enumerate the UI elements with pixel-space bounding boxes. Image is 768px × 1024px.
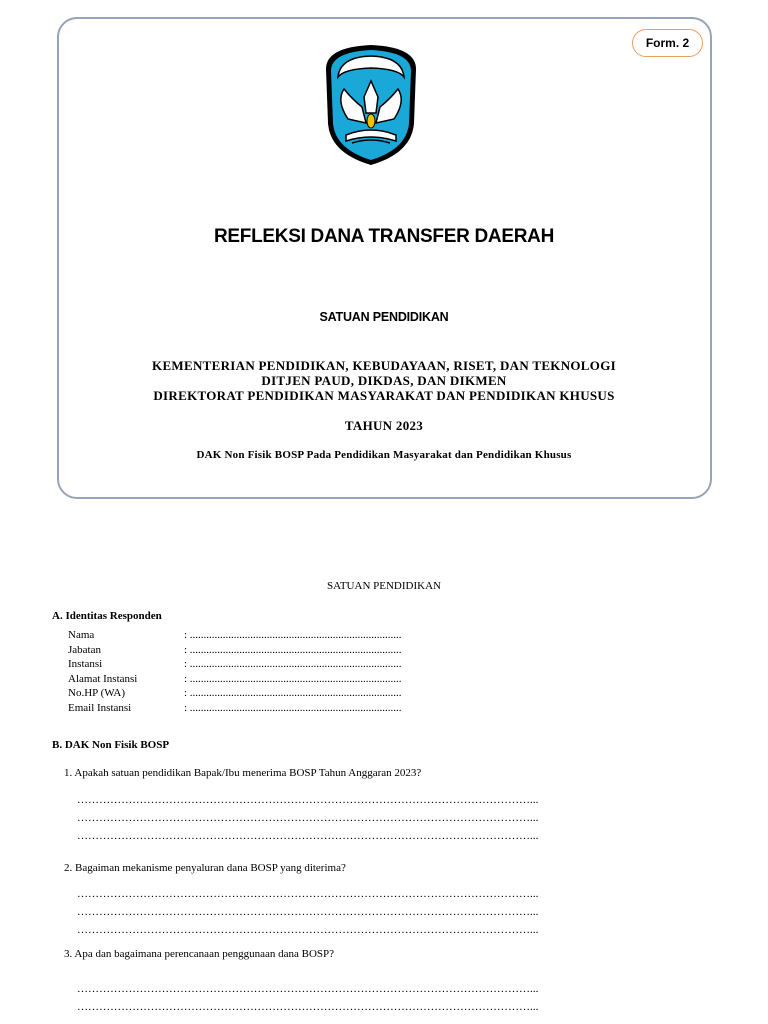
answer-line[interactable]: ……………………………………………………………………………………………………………... [77,924,539,936]
question-2: 2. Bagaiman mekanisme penyaluran dana BOSP yang diterima? [64,862,346,874]
section-b-heading: B. DAK Non Fisik BOSP [52,739,170,751]
field-value[interactable]: : ............................................................................. [184,687,402,699]
answer-line[interactable]: ……………………………………………………………………………………………………………... [77,906,539,918]
field-label: Instansi [68,658,103,670]
field-label: Jabatan [68,643,101,656]
answer-line[interactable]: ……………………………………………………………………………………………………………... [77,1001,539,1013]
field-label: Email Instansi [68,701,132,714]
answer-line[interactable]: ……………………………………………………………………………………………………………... [77,888,539,900]
field-value[interactable]: : ............................................................................. [184,658,402,670]
field-value[interactable]: : ............................................................................. [184,643,402,656]
answer-line[interactable]: ……………………………………………………………………………………………………………... [77,830,539,842]
ministry-block [0,358,768,403]
field-label: No.HP (WA) [68,687,126,699]
form-section-title: SATUAN PENDIDIKAN [327,580,441,592]
document-subtitle: SATUAN PENDIDIKAN [319,310,449,324]
field-value[interactable]: : ............................................................................. [184,701,402,714]
question-1: 1. Apakah satuan pendidikan Bapak/Ibu menerima BOSP Tahun Anggaran 2023? [64,767,422,779]
program-label: DAK Non Fisik BOSP Pada Pendidikan Masyarakat dan Pendidikan Khusus [196,449,572,461]
answer-line[interactable]: ……………………………………………………………………………………………………………... [77,983,539,995]
ministry-line: DITJEN PAUD, DIKDAS, DAN DIKMEN [261,373,507,388]
section-a-heading: A. Identitas Responden [52,610,162,622]
form-number-badge: Form. 2 [632,29,703,57]
field-value[interactable]: : ............................................................................. [184,672,402,685]
answer-line[interactable]: ……………………………………………………………………………………………………………... [77,794,539,806]
field-label: Nama [68,629,95,641]
field-no-hp[interactable] [68,686,402,701]
document-title: REFLEKSI DANA TRANSFER DAERAH [214,226,554,247]
field-email-instansi[interactable] [68,701,402,716]
year-label: TAHUN 2023 [344,418,424,433]
question-3: 3. Apa dan bagaimana perencanaan penggunaan dana BOSP? [64,948,335,960]
ministry-line: KEMENTERIAN PENDIDIKAN, KEBUDAYAAN, RISET, DAN TEKNOLOGI [152,358,616,373]
ministry-line: DIREKTORAT PENDIDIKAN MASYARAKAT DAN PENDIDIKAN KHUSUS [153,388,615,403]
field-value[interactable]: : ............................................................................. [184,629,402,641]
field-nama[interactable] [68,628,402,643]
respondent-fields [68,628,402,715]
field-jabatan[interactable] [68,643,402,658]
answer-line[interactable]: ……………………………………………………………………………………………………………... [77,812,539,824]
field-alamat-instansi[interactable] [68,672,402,687]
tut-wuri-handayani-logo [318,41,424,169]
field-instansi[interactable] [68,657,402,672]
field-label: Alamat Instansi [68,672,138,685]
